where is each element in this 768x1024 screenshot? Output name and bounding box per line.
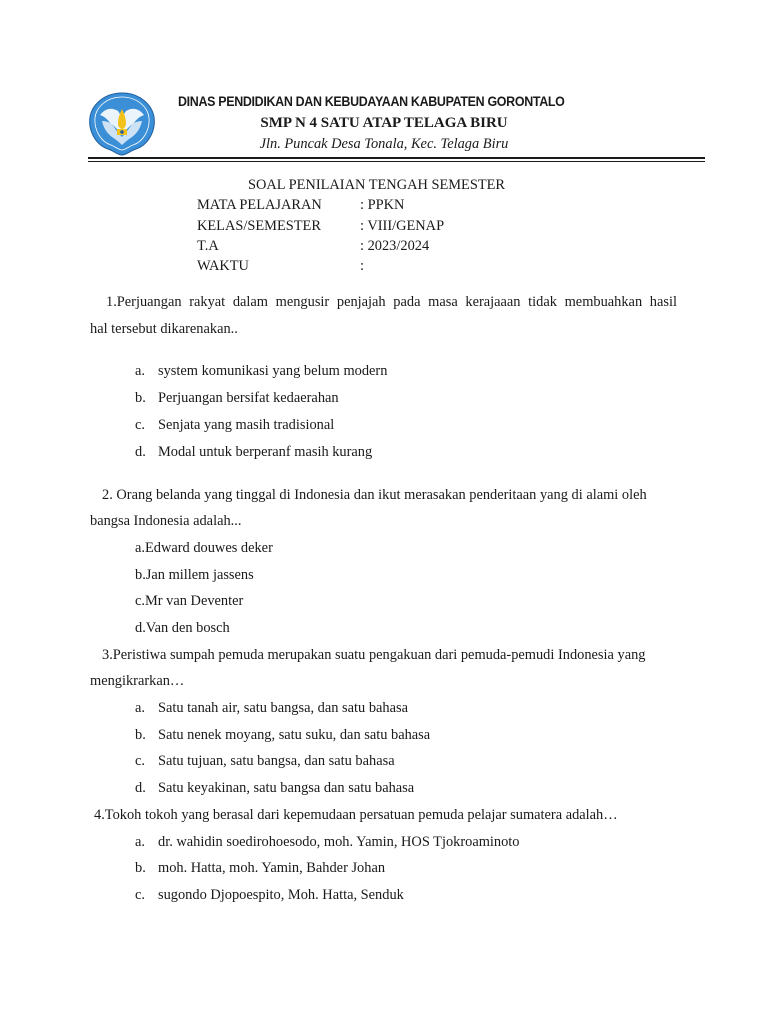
- info-label: WAKTU: [197, 258, 249, 274]
- info-label: MATA PELAJARAN: [197, 197, 322, 213]
- info-value: : VIII/GENAP: [360, 218, 445, 234]
- question-3-option: c. Satu tujuan, satu bangsa, dan satu bahasa: [135, 753, 395, 769]
- letterhead-rule-thin: [88, 161, 705, 162]
- question-1-option: b. Perjuangan bersifat kedaerahan: [135, 390, 339, 406]
- info-label: KELAS/SEMESTER: [197, 218, 321, 234]
- school-name: [0, 115, 768, 132]
- question-3-text-cont: mengikrarkan…: [90, 673, 185, 689]
- question-3-option: a. Satu tanah air, satu bangsa, dan satu bahasa: [135, 700, 408, 716]
- question-4-option: b. moh. Hatta, moh. Yamin, Bahder Johan: [135, 860, 386, 876]
- school-address: Jln. Puncak Desa Tonala, Kec. Telaga Biru: [259, 136, 509, 152]
- question-2-option: c.Mr van Deventer: [135, 593, 244, 609]
- info-value: : PPKN: [360, 197, 405, 213]
- question-4-option: c. sugondo Djopoespito, Moh. Hatta, Senduk: [135, 887, 404, 903]
- question-1-option: a. system komunikasi yang belum modern: [135, 363, 388, 379]
- question-3-option: b. Satu nenek moyang, satu suku, dan satu bahasa: [135, 727, 431, 743]
- exam-title: SOAL PENILAIAN TENGAH SEMESTER: [248, 177, 506, 193]
- info-value: : 2023/2024: [360, 238, 430, 254]
- question-1-option: d. Modal untuk berperanf masih kurang: [135, 444, 373, 460]
- question-2-text-cont: bangsa Indonesia adalah...: [90, 513, 242, 529]
- question-1-text: 1.Perjuangan rakyat dalam mengusir penjajah pada masa kerajaaan tidak membuahkan hasil: [106, 294, 677, 310]
- question-2-option: b.Jan millem jassens: [135, 567, 254, 583]
- info-row-class: [197, 218, 444, 235]
- agency-name: DINAS PENDIDIKAN DAN KEBUDAYAAN KABUPATEN GORONTALO: [178, 94, 565, 109]
- info-row-subject: [197, 197, 404, 214]
- info-row-year: [197, 238, 429, 255]
- info-value: :: [360, 258, 364, 274]
- school-name-text: SMP N 4 SATU ATAP TELAGA BIRU: [260, 115, 508, 131]
- question-1-option: c. Senjata yang masih tradisional: [135, 417, 335, 433]
- letterhead-rule-thick: [88, 157, 705, 159]
- question-4-text: 4.Tokoh tokoh yang berasal dari kepemudaan persatuan pemuda pelajar sumatera adalah…: [94, 807, 618, 823]
- question-1-text-cont: hal tersebut dikarenakan..: [90, 321, 238, 337]
- question-3-option: d. Satu keyakinan, satu bangsa dan satu bahasa: [135, 780, 415, 796]
- question-2-option: d.Van den bosch: [135, 620, 230, 636]
- info-label: T.A: [197, 238, 219, 254]
- question-2-option: a.Edward douwes deker: [135, 540, 273, 556]
- info-row-time: [197, 258, 364, 275]
- question-4-option: a. dr. wahidin soedirohoesodo, moh. Yamin, HOS Tjokroaminoto: [135, 834, 520, 850]
- question-2-text: 2. Orang belanda yang tinggal di Indonesia dan ikut merasakan penderitaan yang di alami oleh: [102, 487, 647, 503]
- question-3-text: 3.Peristiwa sumpah pemuda merupakan suatu pengakuan dari pemuda-pemudi Indonesia yang: [102, 647, 646, 663]
